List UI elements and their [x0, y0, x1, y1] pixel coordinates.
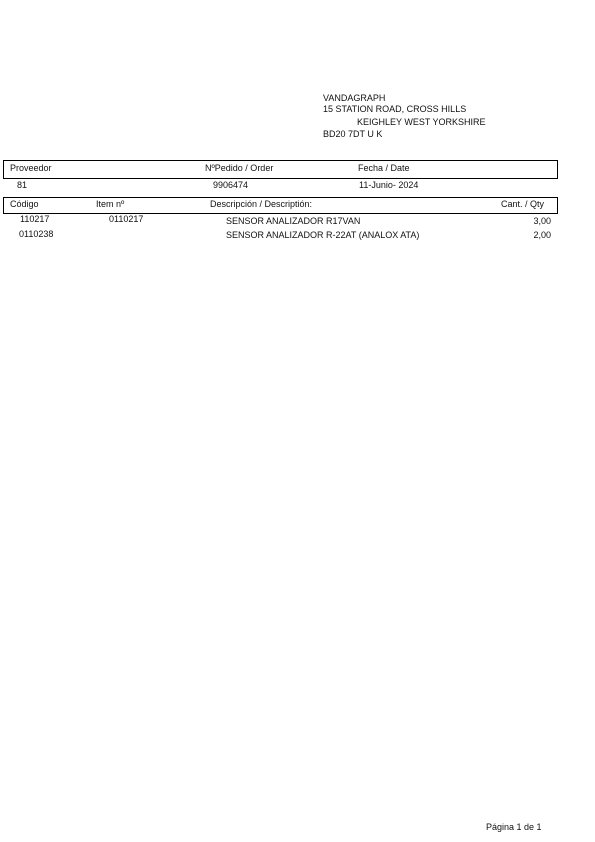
order-number-value: 9906474 — [213, 180, 249, 190]
supplier-value: 81 — [17, 180, 28, 190]
row-code: 110217 — [20, 214, 50, 224]
column-header-item: Item nº — [96, 199, 125, 209]
column-header-code: Código — [10, 199, 39, 209]
order-number-label: NºPedido / Order — [205, 163, 274, 173]
column-header-description: Descripción / Descriptión: — [210, 199, 313, 209]
column-header-qty: Cant. / Qty — [501, 199, 545, 209]
supplier-address-line2: KEIGHLEY WEST YORKSHIRE — [357, 117, 486, 127]
row-item: 0110217 — [109, 214, 144, 224]
row-code: 0110238 — [19, 229, 54, 239]
row-qty: 3,00 — [533, 216, 551, 226]
supplier-address-line3: BD20 7DT U K — [323, 129, 383, 139]
page-number: Página 1 de 1 — [486, 822, 542, 832]
order-header-box — [3, 160, 558, 179]
supplier-address-line1: 15 STATION ROAD, CROSS HILLS — [323, 104, 467, 114]
header-underline-mark — [98, 213, 108, 214]
order-date-value: 11-Junio- 2024 — [359, 180, 419, 190]
row-description: SENSOR ANALIZADOR R-22AT (ANALOX ATA) — [226, 230, 420, 240]
order-date-label: Fecha / Date — [358, 163, 410, 173]
row-description: SENSOR ANALIZADOR R17VAN — [226, 216, 361, 226]
row-qty: 2,00 — [533, 230, 551, 240]
supplier-label: Proveedor — [10, 163, 52, 173]
supplier-name: VANDAGRAPH — [323, 93, 386, 103]
